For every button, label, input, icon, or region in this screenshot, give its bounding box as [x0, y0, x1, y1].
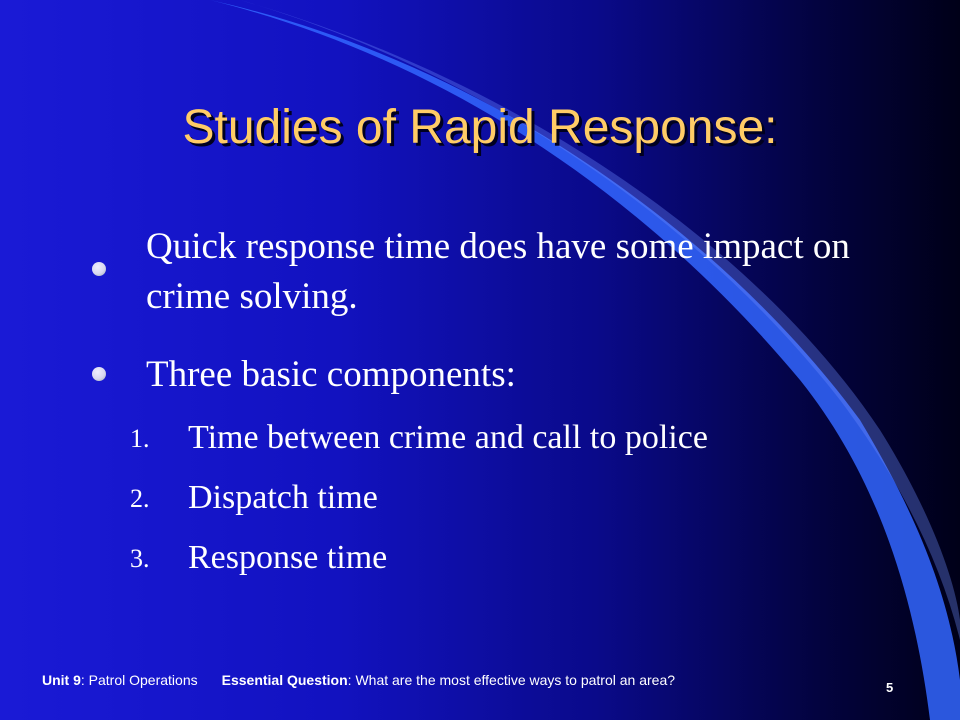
- footer: [42, 672, 675, 688]
- footer-unit-text: : Patrol Operations: [80, 672, 198, 688]
- slide-title: Studies of Rapid Response:: [182, 101, 778, 154]
- bullet-text: Quick response time does have some impact on crime solving.: [146, 226, 850, 317]
- bullet-dot: [92, 262, 106, 276]
- page-number: 5: [886, 680, 894, 695]
- item-text: Time between crime and call to police: [188, 419, 708, 456]
- item-number: 1.: [130, 424, 150, 453]
- footer-question-label: Essential Question: [221, 672, 348, 688]
- bullet-text: Three basic components:: [146, 354, 516, 395]
- item-text: Response time: [188, 539, 388, 576]
- item-number: 2.: [130, 484, 150, 513]
- bullet-dot: [92, 367, 106, 381]
- footer-question-text: : What are the most effective ways to patrol an area?: [347, 672, 676, 688]
- item-text: Dispatch time: [188, 479, 378, 516]
- item-number: 3.: [130, 544, 150, 573]
- footer-unit-label: Unit 9: [42, 672, 81, 688]
